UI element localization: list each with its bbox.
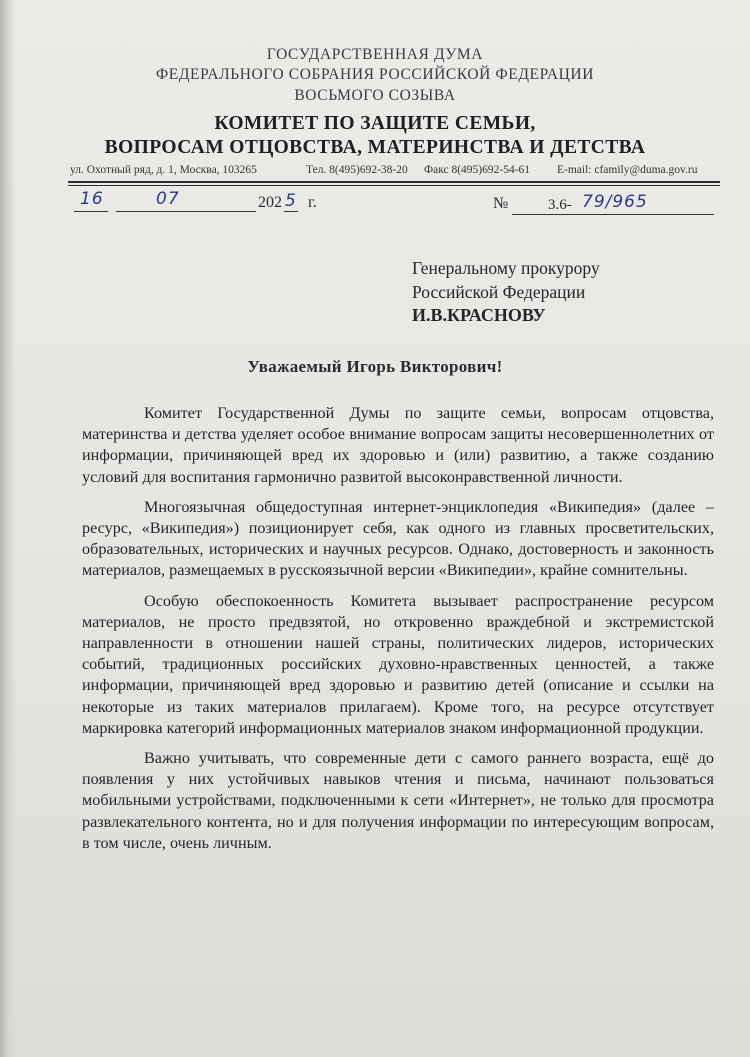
addressee-line1: Генеральному прокурору — [412, 258, 600, 278]
number-underline — [512, 214, 714, 215]
contact-fax: Факс 8(495)692-54-61 — [424, 164, 531, 176]
contact-address: ул. Охотный ряд, д. 1, Москва, 103265 — [70, 164, 257, 176]
paragraph-3: Особую обеспокоенность Комитета вызывает распространение ресурсом материалов, не просто предвзятой, но откровенно враждебной и экстремистской направленности в отношении нашей страны, политических лидеров, исторических событий, традиционных российских духовно-нравственных ценностей, а также информации, причиняющей вред здоровью и развитию детей (описание и ссылки на некоторые из таких материалов прилагаем). Кроме того, на ресурсе отсутствует маркировка категорий информационных материалов знаком информационной продукции. — [82, 591, 714, 737]
date-day: 16 — [80, 189, 104, 209]
paragraph-1: Комитет Государственной Думы по защите семьи, вопросам отцовства, материнства и детства уделяет особое внимание вопросам защиты несовершеннолетних от информации, причиняющей вред их здоровью и (или) развитию, а также созданию условий для воспитания гармонично развитой высоконравственной личности. — [82, 404, 714, 486]
date-year-suffix: г. — [308, 194, 317, 211]
date-year-underline — [284, 211, 298, 212]
salutation: Уважаемый Игорь Викторович! — [247, 357, 503, 376]
addressee-line2: Российской Федерации — [412, 282, 586, 302]
committee-title-line2: ВОПРОСАМ ОТЦОВСТВА, МАТЕРИНСТВА И ДЕТСТВА — [104, 137, 646, 158]
header-line-assembly: ФЕДЕРАЛЬНОГО СОБРАНИЯ РОССИЙСКОЙ ФЕДЕРАЦИИ — [155, 66, 595, 83]
date-month-underline — [116, 211, 256, 212]
letter-body — [82, 403, 714, 863]
contact-email: E-mail: cfamily@duma.gov.ru — [557, 164, 698, 176]
number-handwritten: 79/965 — [582, 192, 648, 212]
header-line-convocation: ВОСЬМОГО СОЗЫВА — [294, 87, 456, 104]
committee-title-line1: КОМИТЕТ ПО ЗАЩИТЕ СЕМЬИ, — [214, 113, 536, 134]
addressee-name: И.В.КРАСНОВУ — [412, 305, 546, 325]
header-rule-thin — [68, 185, 720, 186]
number-printed-prefix: 3.6- — [548, 197, 572, 213]
paragraph-2: Многоязычная общедоступная интернет-энциклопедия «Википедия» (далее – ресурс, «Википедия») позиционирует себя, как одного из главных просветительских, образовательных, исторических и научных ресурсов. Однако, достоверность и законность материалов, размещаемых в русскоязычной версии «Википедии», крайне сомнительны. — [82, 497, 714, 580]
date-day-underline — [74, 211, 108, 212]
header-line-duma: ГОСУДАРСТВЕННАЯ ДУМА — [266, 46, 484, 63]
number-sign: № — [493, 195, 509, 212]
header-rule-thick — [68, 181, 720, 183]
contact-phone: Тел. 8(495)692-38-20 — [306, 164, 408, 176]
date-year-digit: 5 — [285, 191, 297, 211]
date-month: 07 — [156, 189, 180, 209]
date-year-prefix: 202 — [258, 194, 282, 211]
paragraph-4: Важно учитывать, что современные дети с самого раннего возраста, ещё до появления у них устойчивых навыков чтения и письма, начинают пользоваться мобильными устройствами, подключенными к сети «Интернет», не только для просмотра развлекательного контента, но и для получения информации по интересующим вопросам, в том числе, очень личным. — [82, 749, 714, 852]
